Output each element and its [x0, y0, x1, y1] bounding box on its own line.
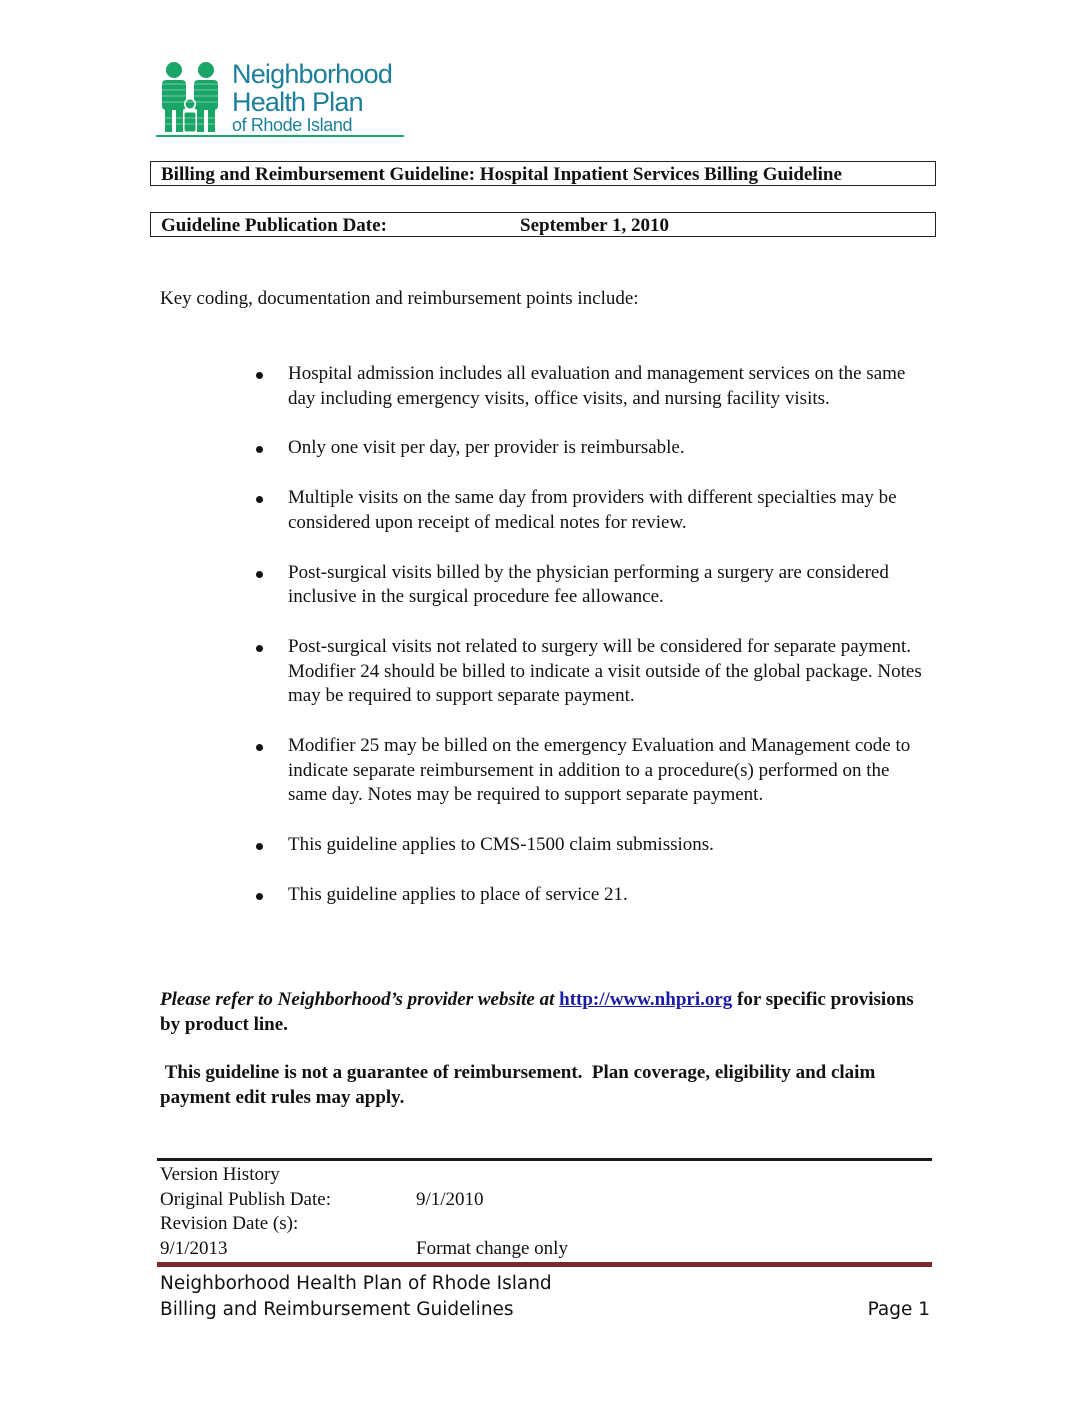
revision-date-value: 9/1/2013	[160, 1237, 228, 1259]
bullet-icon	[256, 446, 263, 453]
version-history-heading: Version History	[160, 1164, 280, 1185]
original-publish-row	[160, 1188, 930, 1213]
footer-doc-title: Billing and Reimbursement Guidelines	[160, 1299, 514, 1320]
bullet-icon	[256, 744, 263, 751]
version-history-heading-row	[160, 1163, 930, 1188]
version-history-top-rule	[157, 1158, 932, 1161]
footer-doc-row	[160, 1297, 930, 1323]
list-item-text: Modifier 25 may be billed on the emergency Evaluation and Management code to indicate separate reimbursement in addition to a procedure(s) performed on the same day. Notes may be required to support separate payment.	[288, 735, 911, 806]
list-item-text: Hospital admission includes all evaluation and management services on the same day including emergency visits, office visits, and nursing facility visits.	[288, 363, 906, 409]
revision-date-row	[160, 1212, 930, 1237]
page-number: Page 1	[867, 1299, 930, 1320]
list-item-text: Post-surgical visits billed by the physician performing a surgery are considered inclusive in the surgical procedure fee allowance.	[288, 561, 889, 608]
guideline-title: Billing and Reimbursement Guideline: Hospital Inpatient Services Billing Guideline	[161, 164, 842, 185]
footer-org-row	[160, 1271, 930, 1297]
bullet-icon	[256, 496, 263, 503]
list-item	[250, 734, 930, 808]
list-item-text: This guideline applies to CMS-1500 claim submissions.	[288, 834, 714, 856]
list-item-text: Only one visit per day, per provider is reimbursable.	[288, 437, 685, 459]
footer-org: Neighborhood Health Plan of Rhode Island	[160, 1273, 552, 1294]
list-item	[250, 883, 930, 908]
list-item	[250, 635, 930, 709]
version-history	[160, 1163, 930, 1261]
revision-date-label: Revision Date (s):	[160, 1213, 299, 1234]
nhpri-logo	[156, 58, 408, 138]
provider-website-note-rest: for specific provisions by product line.	[160, 989, 914, 1035]
version-history-bottom-rule	[157, 1262, 932, 1267]
page-footer	[160, 1271, 930, 1323]
publication-date-label: Guideline Publication Date:	[161, 215, 387, 236]
list-item-text: Post-surgical visits not related to surgery will be considered for separate payment. Modifier 24 should be billed to indicate a visit outside of the global package. Notes may be required to support separate payment.	[288, 635, 922, 707]
list-item	[250, 362, 930, 411]
intro-text: Key coding, documentation and reimbursement points include:	[160, 288, 639, 309]
provider-website-note-text: Please refer to Neighborhood’s provider website at	[160, 989, 555, 1010]
original-publish-value: 9/1/2010	[416, 1188, 484, 1210]
list-item	[250, 561, 930, 610]
revision-note: Format change only	[416, 1237, 568, 1259]
list-item	[250, 486, 930, 535]
list-item	[250, 833, 930, 858]
bullet-icon	[256, 843, 263, 850]
provider-website-link[interactable]: http://www.nhpri.org	[559, 989, 733, 1010]
revision-entry-row	[160, 1237, 930, 1262]
guideline-title-box	[150, 161, 936, 186]
bullet-icon	[256, 372, 263, 379]
list-item-text: This guideline applies to place of service 21.	[288, 883, 628, 905]
list-item-text: Multiple visits on the same day from providers with different specialties may be considered upon receipt of medical notes for review.	[288, 487, 897, 533]
logo-line-3: of Rhode Island	[232, 115, 353, 135]
bullet-icon	[256, 645, 263, 652]
publication-date-value: September 1, 2010	[520, 215, 669, 236]
key-points-list	[250, 362, 930, 933]
list-item	[250, 436, 930, 461]
logo-underline	[156, 135, 404, 137]
bullet-icon	[256, 571, 263, 578]
logo-line-2: Health Plan	[232, 87, 363, 117]
provider-website-note	[160, 988, 920, 1037]
logo-line-1: Neighborhood	[232, 59, 393, 89]
publication-date-box	[150, 212, 936, 237]
original-publish-label: Original Publish Date:	[160, 1188, 331, 1210]
family-figures-icon	[156, 58, 232, 134]
bullet-icon	[256, 893, 263, 900]
reimbursement-disclaimer: This guideline is not a guarantee of reimbursement. Plan coverage, eligibility and claim payment edit rules may apply.	[160, 1062, 881, 1108]
